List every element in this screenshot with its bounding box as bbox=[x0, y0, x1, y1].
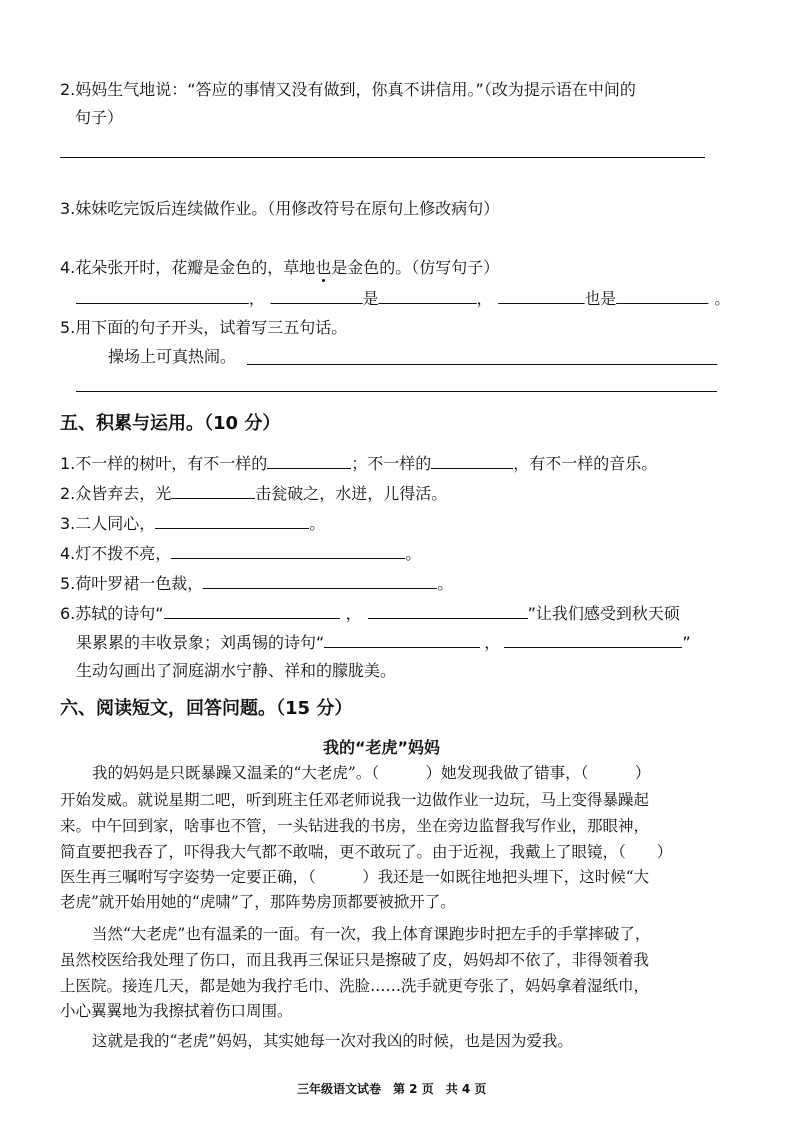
s5-q4-blank[interactable] bbox=[171, 542, 405, 559]
s5-q6-blank-1[interactable] bbox=[164, 602, 340, 619]
story-line: 上医院。接连几天，都是她为我拧毛巾、洗脸……洗手就更夸张了，妈妈拿着湿纸巾， bbox=[60, 977, 650, 995]
s5-q2 bbox=[60, 482, 447, 505]
q4-blank-5[interactable] bbox=[616, 287, 708, 304]
s5-q3-blank[interactable] bbox=[155, 512, 309, 529]
s5-q6-comma-2: ， bbox=[484, 633, 501, 652]
s5-q5-blank[interactable] bbox=[203, 572, 437, 589]
q4-end: 。 bbox=[714, 289, 731, 308]
story-line: 虽然校医给我处理了伤口，而且我再三保证只是擦破了皮，妈妈却不依了，非得领着我 bbox=[60, 951, 650, 969]
s5-q6-line3: 生动勾画出了洞庭湖水宁静、祥和的朦胧美。 bbox=[76, 661, 397, 680]
s5-q5-end: 。 bbox=[437, 574, 454, 593]
q2-text-line1: 2.妈妈生气地说：“答应的事情又没有做到，你真不讲信用。”（改为提示语在中间的 bbox=[60, 80, 636, 99]
s5-q6-blank-2[interactable] bbox=[368, 602, 528, 619]
q5-text: 5.用下面的句子开头，试着写三五句话。 bbox=[60, 318, 348, 337]
s5-q6-part2: ”让我们感受到秋天硕 bbox=[527, 604, 680, 623]
s5-q6-blank-3[interactable] bbox=[324, 631, 480, 648]
s5-q5-part1: 5.荷叶罗裙一色裁， bbox=[60, 574, 204, 593]
story-line: 简直要把我吞了，吓得我大气都不敢喘，更不敢玩了。由于近视，我戴上了眼镜，（ ） bbox=[60, 843, 673, 861]
q3-text: 3.妹妹吃完饭后连续做作业。（用修改符号在原句上修改病句） bbox=[60, 199, 500, 218]
q4-part1: 4.花朵张开时，花瓣是金色的，草地 bbox=[60, 258, 316, 277]
q4-part2: 是金色的。（仿写句子） bbox=[331, 258, 500, 277]
q2-text-line2: 句子） bbox=[75, 108, 124, 127]
section5-heading: 五、积累与运用。（10 分） bbox=[60, 413, 281, 434]
s5-q6-part3: 果累累的丰收景象；刘禹锡的诗句“ bbox=[76, 633, 325, 652]
s5-q1-blank-2[interactable] bbox=[431, 452, 513, 469]
q4-blank-3[interactable] bbox=[378, 287, 476, 304]
story-line: 开始发威。就说星期二吧，听到班主任邓老师说我一边做作业一边玩，马上变得暴躁起 bbox=[60, 791, 650, 809]
q4-comma-1: ， bbox=[248, 289, 265, 308]
s5-q4 bbox=[60, 542, 421, 565]
s5-q4-part1: 4.灯不拨不亮， bbox=[60, 544, 172, 563]
s5-q3-part1: 3.二人同心， bbox=[60, 514, 156, 533]
s5-q3 bbox=[60, 512, 325, 535]
q4-yeshi: 也是 bbox=[584, 289, 617, 308]
s5-q1-part1: 1.不一样的树叶，有不一样的 bbox=[60, 454, 268, 473]
s5-q1-blank-1[interactable] bbox=[267, 452, 351, 469]
story-line: 老虎”就开始用她的“虎啸”了，那阵势房顶都要被掀开了。 bbox=[60, 893, 456, 911]
page-footer: 三年级语文试卷 第 2 页 共 4 页 bbox=[297, 1082, 487, 1096]
story-line: 医生再三嘱咐写字姿势一定要正确，（ ）我还是一如既往地把头埋下，这时候“大 bbox=[60, 868, 650, 886]
q5-answer-line-2[interactable] bbox=[76, 391, 717, 392]
s5-q6-line2 bbox=[76, 631, 691, 654]
q4-fill-line bbox=[76, 287, 730, 310]
s5-q6-quote: ” bbox=[682, 633, 691, 652]
s5-q6-comma-1: ， bbox=[345, 604, 362, 623]
s5-q3-end: 。 bbox=[309, 514, 326, 533]
q5-answer-line-1[interactable] bbox=[247, 364, 717, 365]
q4-dotted-char: 也 bbox=[315, 258, 332, 277]
s5-q6-line1 bbox=[60, 602, 680, 625]
story-line: 小心翼翼地为我擦拭着伤口周围。 bbox=[60, 1002, 293, 1020]
s5-q6-blank-4[interactable] bbox=[504, 631, 682, 648]
q4-blank-4[interactable] bbox=[498, 287, 584, 304]
s5-q1-part3: ，有不一样的音乐。 bbox=[513, 454, 658, 473]
q4-comma-2: ， bbox=[476, 289, 493, 308]
s5-q2-part1: 2.众皆弃去，光 bbox=[60, 484, 172, 503]
s5-q2-blank[interactable] bbox=[171, 482, 255, 499]
q4-blank-1[interactable] bbox=[76, 287, 249, 304]
s5-q1 bbox=[60, 452, 657, 475]
s5-q4-end: 。 bbox=[405, 544, 422, 563]
s5-q5 bbox=[60, 572, 453, 595]
section6-heading: 六、阅读短文，回答问题。（15 分） bbox=[60, 698, 353, 719]
q4-blank-2[interactable] bbox=[270, 287, 362, 304]
s5-q1-part2: ；不一样的 bbox=[351, 454, 432, 473]
story-title: 我的“老虎”妈妈 bbox=[323, 738, 441, 757]
q2-answer-line[interactable] bbox=[60, 157, 705, 158]
s5-q6-part1: 6.苏轼的诗句“ bbox=[60, 604, 164, 623]
q4-shi: 是 bbox=[362, 289, 379, 308]
story-line: 这就是我的“老虎”妈妈，其实她每一次对我凶的时候，也是因为爱我。 bbox=[92, 1032, 573, 1050]
s5-q2-part2: 击瓮破之，水迸，儿得活。 bbox=[255, 484, 448, 503]
q5-start-sentence: 操场上可真热闹。 bbox=[108, 347, 237, 366]
q4-text bbox=[60, 257, 499, 279]
story-line: 当然“大老虎”也有温柔的一面。有一次，我上体育课跑步时把左手的手掌摔破了， bbox=[92, 925, 651, 943]
story-line: 我的妈妈是只既暴躁又温柔的“大老虎”。（ ）她发现我做了错事，（ ） bbox=[92, 764, 651, 782]
story-line: 来。中午回到家，啥事也不管，一头钻进我的书房，坐在旁边监督我写作业，那眼神， bbox=[60, 817, 650, 835]
